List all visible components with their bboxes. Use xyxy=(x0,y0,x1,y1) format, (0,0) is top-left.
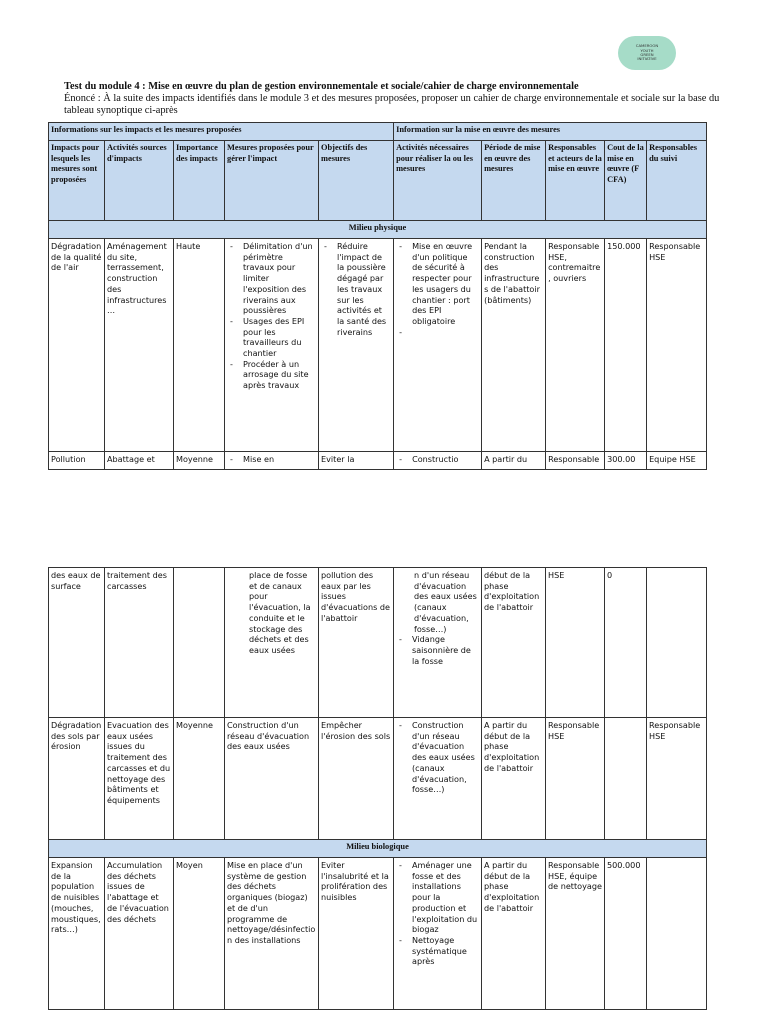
cell-suivi: Responsable HSE xyxy=(647,239,707,452)
cell-periode: A partir du début de la phase d'exploitation de l'abattoir xyxy=(482,718,546,840)
logo xyxy=(618,36,676,70)
group-header-implementation: Information sur la mise en œuvre des mesures xyxy=(394,123,707,141)
cell-mesures: place de fosse et de canaux pour l'évacuation, la conduite et le stockage des déchets et des eaux usées xyxy=(225,568,319,718)
cell-periode: A partir du début de la phase d'exploitation de l'abattoir xyxy=(482,858,546,1010)
list-item: - Constructio xyxy=(396,454,479,465)
cell-responsables: Responsable HSE, équipe de nettoyage xyxy=(546,858,605,1010)
column-header-suivi: Responsables du suivi xyxy=(647,141,707,221)
cell-cout: 300.00 xyxy=(605,452,647,470)
column-header-cout: Cout de la mise en œuvre (F CFA) xyxy=(605,141,647,221)
cell-suivi: Responsable HSE xyxy=(647,718,707,840)
cell-cout: 0 xyxy=(605,568,647,718)
cell-cout: 500.000 xyxy=(605,858,647,1010)
list-item: - Nettoyage systématique après xyxy=(396,935,479,967)
cell-activites xyxy=(394,239,482,452)
cell-activites xyxy=(394,858,482,1010)
list-item: - Construction d'un réseau d'évacuation des eaux usées (canaux d'évacuation, fosse…) xyxy=(396,720,479,795)
column-header-mesures: Mesures proposées pour gérer l'impact xyxy=(225,141,319,221)
cell-activites xyxy=(394,718,482,840)
table-row xyxy=(49,568,707,718)
table-row xyxy=(49,452,707,470)
cell-importance xyxy=(174,568,225,718)
column-header-sources: Activités sources d'impacts xyxy=(105,141,174,221)
cell-impact: Expansion de la population de nuisibles (mouches, moustiques, rats…) xyxy=(49,858,105,1010)
list-item: - Usages des EPI pour les travailleurs du chantier xyxy=(227,316,316,359)
cell-objectifs: Empêcher l'érosion des sols xyxy=(319,718,394,840)
table-row xyxy=(49,718,707,840)
cell-importance: Moyenne xyxy=(174,452,225,470)
cell-importance: Moyenne xyxy=(174,718,225,840)
synoptic-table-part-2 xyxy=(48,567,707,1010)
cell-mesures: Construction d'un réseau d'évacuation des eaux usées xyxy=(225,718,319,840)
cell-periode: A partir du xyxy=(482,452,546,470)
cell-impact: Dégradation des sols par érosion xyxy=(49,718,105,840)
section-milieu-biologique: Milieu biologique xyxy=(49,840,707,858)
list-item: - Mise en xyxy=(227,454,316,465)
list-item: - Aménager une fosse et des installations pour la production et l'exploitation du biogaz xyxy=(396,860,479,935)
list-item: - Délimitation d'un périmètre travaux pour limiter l'exposition des riverains aux poussières xyxy=(227,241,316,316)
cell-mesures: Mise en place d'un système de gestion des déchets organiques (biogaz) et de d'un programme de nettoyage/désinfection des installations xyxy=(225,858,319,1010)
cell-source: Abattage et xyxy=(105,452,174,470)
cell-impact: des eaux de surface xyxy=(49,568,105,718)
group-header-impacts: Informations sur les impacts et les mesures proposées xyxy=(49,123,394,141)
column-header-importance: Importance des impacts xyxy=(174,141,225,221)
column-header-objectifs: Objectifs des mesures xyxy=(319,141,394,221)
cell-importance: Moyen xyxy=(174,858,225,1010)
cell-objectifs: Eviter l'insalubrité et la prolifération des nuisibles xyxy=(319,858,394,1010)
cell-suivi: Equipe HSE xyxy=(647,452,707,470)
logo-text: CAMEROON YOUTH GREEN INITIATIVE xyxy=(635,43,659,62)
table-row xyxy=(49,239,707,452)
column-header-impacts: Impacts pour lesquels les mesures sont proposées xyxy=(49,141,105,221)
cell-impact: Pollution xyxy=(49,452,105,470)
cell-cout xyxy=(605,718,647,840)
cell-periode: Pendant la construction des infrastructures de l'abattoir (bâtiments) xyxy=(482,239,546,452)
page-title: Test du module 4 : Mise en œuvre du plan de gestion environnementale et sociale/cahier de charge environnementale xyxy=(64,81,579,92)
cell-cout: 150.000 xyxy=(605,239,647,452)
cell-mesures xyxy=(225,239,319,452)
cell-responsables: Responsable HSE xyxy=(546,718,605,840)
cell-activites xyxy=(394,568,482,718)
cell-responsables: Responsable xyxy=(546,452,605,470)
statement: Énoncé : À la suite des impacts identifiés dans le module 3 et des mesures proposées, proposer un cahier de charge environnementale et sociale sur la base du tableau synoptique ci-après xyxy=(64,93,720,116)
column-header-activites: Activités nécessaires pour réaliser la ou les mesures xyxy=(394,141,482,221)
list-item: - Procéder à un arrosage du site après travaux xyxy=(227,359,316,391)
cell-periode: début de la phase d'exploitation de l'abattoir xyxy=(482,568,546,718)
cell-source: Accumulation des déchets issues de l'abattage et de l'évacuation des déchets xyxy=(105,858,174,1010)
cell-objectifs: pollution des eaux par les issues d'évacuations de l'abattoir xyxy=(319,568,394,718)
cell-source: traitement des carcasses xyxy=(105,568,174,718)
list-item: - Mise en œuvre d'un politique de sécurité à respecter pour les usagers du chantier : port des EPI obligatoire xyxy=(396,241,479,327)
activite-continuation: n d'un réseau d'évacuation des eaux usées (canaux d'évacuation, fosse…) xyxy=(414,570,477,634)
cell-impact: Dégradation de la qualité de l'air xyxy=(49,239,105,452)
table-row xyxy=(49,858,707,1010)
cell-source: Evacuation des eaux usées issues du traitement des carcasses et du nettoyage des bâtiments et équipements xyxy=(105,718,174,840)
cell-suivi xyxy=(647,858,707,1010)
header-block xyxy=(64,81,724,117)
cell-source: Aménagement du site, terrassement, construction des infrastructures … xyxy=(105,239,174,452)
cell-responsables: HSE xyxy=(546,568,605,718)
column-header-responsables: Responsables et acteurs de la mise en œuvre xyxy=(546,141,605,221)
column-header-periode: Période de mise en œuvre des mesures xyxy=(482,141,546,221)
cell-activites xyxy=(394,452,482,470)
section-milieu-physique: Milieu physique xyxy=(49,221,707,239)
cell-objectifs: Eviter la xyxy=(319,452,394,470)
cell-responsables: Responsable HSE, contremaitre, ouvriers xyxy=(546,239,605,452)
cell-mesures xyxy=(225,452,319,470)
cell-objectifs xyxy=(319,239,394,452)
cell-suivi xyxy=(647,568,707,718)
list-item: - Vidange saisonnière de la fosse xyxy=(396,634,479,666)
cell-importance: Haute xyxy=(174,239,225,452)
synoptic-table-part-1 xyxy=(48,122,707,470)
list-item: - Réduire l'impact de la poussière dégagé par les travaux sur les activités et la santé des riverains xyxy=(321,241,391,337)
